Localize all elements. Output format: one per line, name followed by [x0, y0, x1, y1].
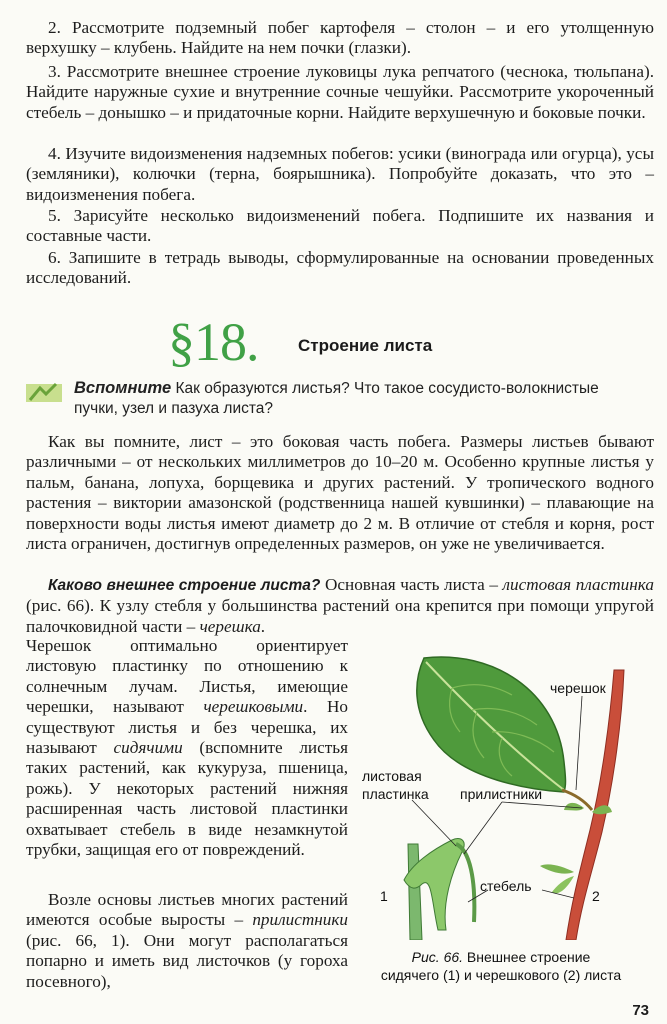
task-6: 6. Запишите в тетрадь выводы, сформулированные на основании проведенных исследований. [26, 248, 654, 288]
paragraph-text: Основная часть листа – [320, 575, 503, 594]
paragraph-text: Возле основы листьев многих растений имеются особые выросты – [26, 890, 348, 930]
label-blade-line2: пластинка [362, 786, 429, 802]
task-5: 5. Зарисуйте несколько видоизменений побега. Подпишите их названия и составные части. [26, 206, 654, 246]
figure-66 [352, 640, 652, 940]
paragraph-text: Черешок оптимально ориентирует листовую пластинку по отношению к солнечным лучам. Листья, имеющие черешки, называют [26, 636, 348, 717]
paragraph-text: (рис. 66). К узлу стебля у большинства растений она крепится при помощи упругой палочковидной части – [26, 596, 654, 636]
label-stem: стебель [480, 878, 532, 894]
body-paragraph-4 [26, 890, 348, 992]
recall-box [26, 378, 646, 422]
recall-question: Как образуются листья? Что такое сосудисто-волокнистые пучки, узел и пазуха листа? [74, 380, 599, 417]
task-2: 2. Рассмотрите подземный побег картофеля – столон – и его утолщенную верхушку – клубень. Найдите на нем почки (глазки). [26, 18, 654, 58]
term-stipules: прилистники [252, 910, 348, 930]
recall-marker-icon [26, 382, 66, 404]
figure-caption [356, 948, 646, 984]
caption-line-1: Внешнее строение [463, 949, 591, 965]
page-number: 73 [632, 1002, 649, 1019]
recall-label: Вспомните [74, 379, 172, 397]
term-leaf-blade: листовая пластинка [502, 575, 654, 594]
stem-green [408, 844, 422, 940]
paragraph-text: (рис. 66, 1). Они могут располагаться попарно и иметь вид листочков (у гороха посевного), [26, 930, 348, 991]
paragraph-text: . Но существуют листья и без черешка, их называют [26, 697, 348, 758]
term-sessile: сидячими [113, 738, 183, 758]
task-4: 4. Изучите видоизменения надземных побегов: усики (винограда или огурца), усы (земляники), колючки (терна, боярышника). Попробуйте доказать, что это – видоизменения побега. [26, 144, 654, 204]
body-paragraph-1: Как вы помните, лист – это боковая часть побега. Размеры листьев бывают различными – от нескольких миллиметров до 10–20 м. Особенно крупные листья у пальм, банана, лопуха, борщевика и других растений. У тропического водного растения – виктории амазонской (родственница нашей кувшинки) – плавающие на поверхности воды листья имеют диаметр до 2 м. В отличие от стебля и корня, рост листа ограничен, достигнув определенных размеров, он уже не увеличивается. [26, 432, 654, 554]
caption-prefix: Рис. 66. [411, 949, 464, 965]
leaf-blade-shape [417, 657, 566, 792]
label-stipules: прилистники [460, 786, 543, 802]
section-number: §18. [168, 312, 259, 372]
task-3: 3. Рассмотрите внешнее строение луковицы лука репчатого (чеснока, тюльпана). Найдите наружные сухие и внутренние сочные чешуйки. Рассмотрите укороченный стебель – донышко – и придаточные корни. Найдите верхушечную и боковые почки. [26, 62, 654, 122]
label-petiole: черешок [550, 680, 606, 696]
body-paragraph-2 [26, 575, 654, 637]
caption-line-2: сидячего (1) и черешкового (2) листа [380, 967, 622, 983]
section-title: Строение листа [298, 336, 433, 355]
body-paragraph-3 [26, 636, 348, 860]
label-figure-2: 2 [592, 888, 600, 904]
term-petiolate: черешковыми [203, 697, 304, 717]
paragraph-text: . [260, 616, 266, 636]
question-heading: Каково внешнее строение листа? [48, 577, 321, 594]
recall-text [74, 378, 646, 419]
term-petiole: черешка [199, 616, 261, 636]
label-blade-line1: листовая [362, 768, 422, 784]
label-figure-1: 1 [380, 888, 388, 904]
paragraph-text: (вспомните листья таких растений, как кукуруза, пшеница, рожь). У некоторых растений нижняя расширенная часть листовой пластинки охватывает стебель в виде незамкнутой трубки, защищая его от повреждений. [26, 738, 348, 860]
